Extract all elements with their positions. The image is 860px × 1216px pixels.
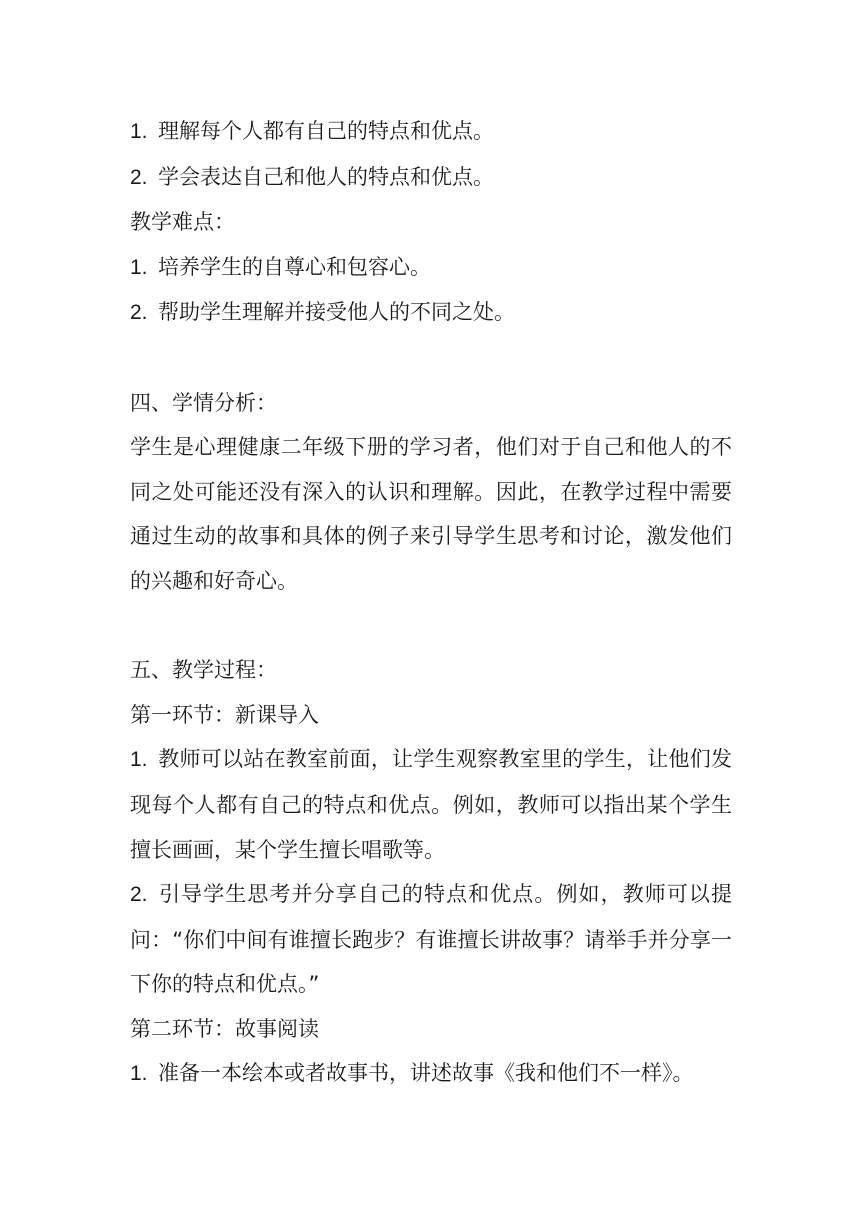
difficulty-heading: 教学难点： xyxy=(130,210,235,235)
list-number: 1. xyxy=(130,748,148,772)
blank-line xyxy=(130,604,732,649)
document-body xyxy=(130,109,732,1097)
list-number: 2. xyxy=(130,301,148,325)
list-number: 1. xyxy=(130,120,148,143)
analysis-heading: 四、学情分析： xyxy=(130,390,277,415)
difficulty-item xyxy=(130,245,732,291)
objective-item xyxy=(130,109,732,155)
list-text: 理解每个人都有自己的特点和优点。 xyxy=(158,119,494,143)
step1-item xyxy=(130,872,732,1007)
step2-item xyxy=(130,1051,732,1097)
objective-item xyxy=(130,155,732,201)
list-number: 1. xyxy=(130,255,148,279)
list-text: 帮助学生理解并接受他人的不同之处。 xyxy=(158,300,515,325)
difficulty-item xyxy=(130,290,732,336)
list-text: 准备一本绘本或者故事书，讲述故事《我和他们不一样》。 xyxy=(158,1061,694,1086)
step1-item xyxy=(130,737,732,872)
list-text: 教师可以站在教室前面，让学生观察教室里的学生，让他们发现每个人都有自己的特点和优点。例如，教师可以指出某个学生擅长画画，某个学生擅长唱歌等。 xyxy=(130,747,732,862)
step1-heading: 第一环节：新课导入 xyxy=(130,702,319,727)
blank-line xyxy=(130,336,732,381)
list-text: 引导学生思考并分享自己的特点和优点。例如，教师可以提问：“你们中间有谁擅长跑步？有谁擅长讲故事？请举手并分享一下你的特点和优点。” xyxy=(130,882,732,997)
step2-heading: 第二环节：故事阅读 xyxy=(130,1016,319,1041)
list-number: 1. xyxy=(130,1062,148,1086)
list-number: 2. xyxy=(130,165,148,189)
list-text: 培养学生的自尊心和包容心。 xyxy=(158,254,431,279)
list-text: 学会表达自己和他人的特点和优点。 xyxy=(158,164,494,189)
process-heading: 五、教学过程： xyxy=(130,658,277,683)
analysis-body: 学生是心理健康二年级下册的学习者，他们对于自己和他人的不同之处可能还没有深入的认识和理解。因此，在教学过程中需要通过生动的故事和具体的例子来引导学生思考和讨论，激发他们的兴趣和好奇心。 xyxy=(130,435,732,593)
list-number: 2. xyxy=(130,883,148,907)
